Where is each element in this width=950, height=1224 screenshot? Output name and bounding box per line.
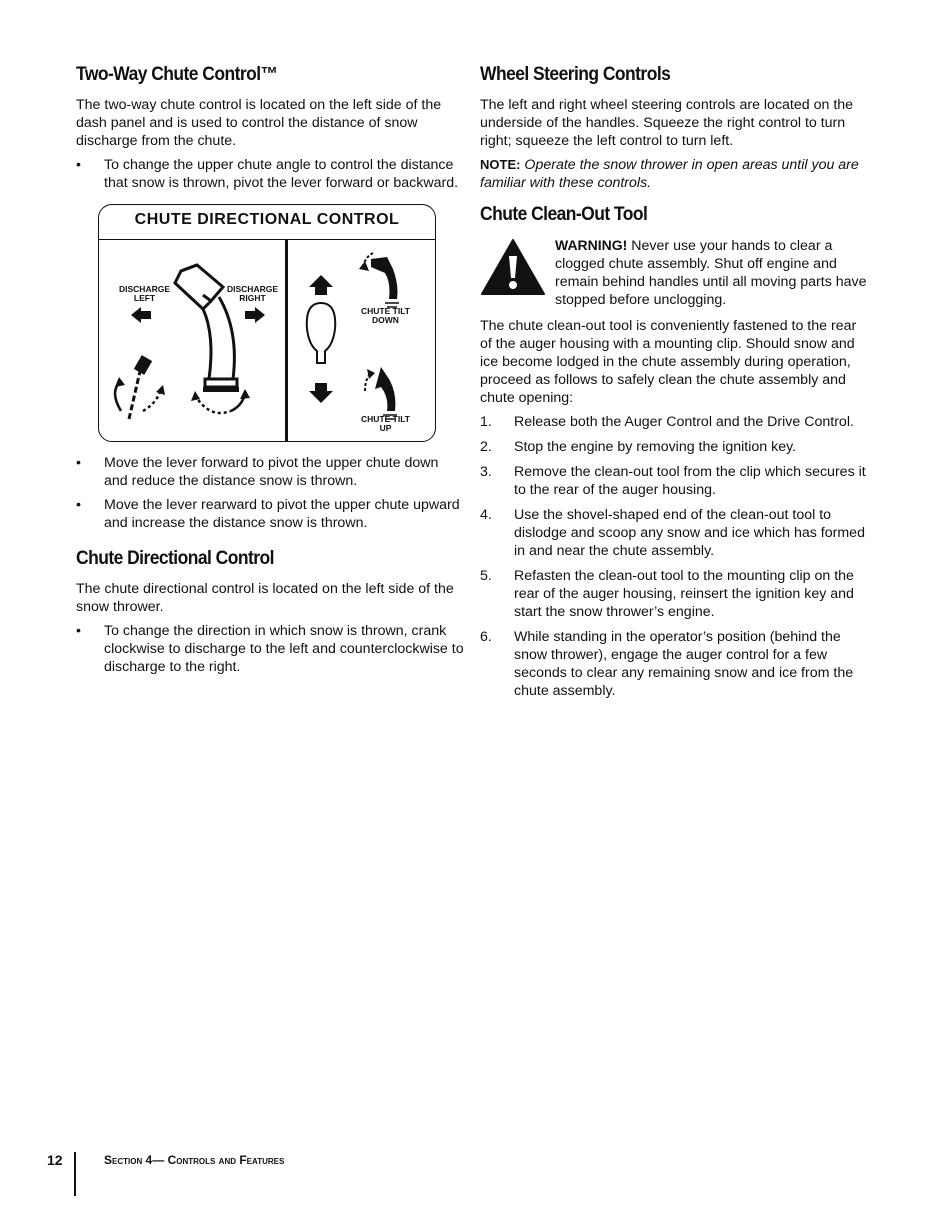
left-column <box>76 62 464 684</box>
bullet-text: To change the direction in which snow is thrown, crank clockwise to discharge to the left and counterclockwise to discharge to the right. <box>104 623 464 675</box>
chute-cleanout-heading: Chute Clean-Out Tool <box>480 204 648 225</box>
step-number: 6. <box>480 629 492 645</box>
diagram-title: CHUTE DIRECTIONAL CONTROL <box>134 211 400 228</box>
warning-text-block <box>555 236 870 309</box>
step-number: 3. <box>480 464 492 480</box>
bullet-marker: • <box>76 623 81 639</box>
list-item <box>76 622 464 676</box>
list-item <box>480 628 870 700</box>
chute-illustration-icon <box>99 239 437 443</box>
warning-text: Never use your hands to clear a clogged chute assembly. Shut off engine and remain behind handles until all moving parts have stopped before unclogging. <box>555 238 867 308</box>
warning-triangle-icon <box>480 238 546 296</box>
chute-tilt-up-label: CHUTE TILT UP <box>361 414 410 433</box>
right-column <box>480 62 870 707</box>
page-number: 12 <box>47 1152 63 1168</box>
note-text: Operate the snow thrower in open areas until you are familiar with these controls. <box>480 157 859 191</box>
note-label: NOTE: <box>480 157 521 172</box>
list-item <box>480 463 870 499</box>
two-way-chute-paragraph: The two-way chute control is located on the left side of the dash panel and is used to control the distance of snow discharge from the chute. <box>76 97 442 149</box>
wheel-steering-note <box>480 156 870 192</box>
chute-directional-heading: Chute Directional Control <box>76 548 274 569</box>
wheel-steering-paragraph: The left and right wheel steering controls are located on the underside of the handles. Squeeze the right control to turn right; squeeze the left control to turn left. <box>480 97 854 149</box>
list-item <box>480 506 870 560</box>
bullet-marker: • <box>76 497 81 513</box>
chute-tilt-down-label: CHUTE TILT DOWN <box>361 306 410 325</box>
warning-label: WARNING! <box>555 237 628 253</box>
cleanout-steps-list <box>480 413 870 700</box>
step-text: Remove the clean-out tool from the clip which secures it to the rear of the auger housing. <box>514 464 866 498</box>
bullet-marker: • <box>76 455 81 471</box>
list-item <box>480 567 870 621</box>
bullet-text: Move the lever rearward to pivot the upper chute upward and increase the distance snow is thrown. <box>104 497 460 531</box>
list-item <box>480 413 870 431</box>
step-text: While standing in the operator’s position (behind the snow thrower), engage the auger control for a few seconds to clear any remaining snow and ice from the chute assembly. <box>514 629 854 699</box>
chute-directional-paragraph: The chute directional control is located on the left side of the snow thrower. <box>76 581 454 615</box>
list-item <box>76 454 464 490</box>
step-number: 2. <box>480 439 492 455</box>
two-way-chute-bullets <box>76 156 464 192</box>
two-way-chute-heading: Two-Way Chute Control™ <box>76 64 278 85</box>
bullet-marker: • <box>76 157 81 173</box>
step-text: Refasten the clean-out tool to the mounting clip on the rear of the auger housing, reinsert the ignition key and start the snow thrower’s engine. <box>514 568 854 620</box>
two-way-chute-bullets-after <box>76 454 464 532</box>
chute-directional-bullets <box>76 622 464 676</box>
step-number: 4. <box>480 507 492 523</box>
wheel-steering-heading: Wheel Steering Controls <box>480 64 671 85</box>
step-number: 5. <box>480 568 492 584</box>
discharge-left-label: DISCHARGE LEFT <box>119 284 171 303</box>
step-text: Stop the engine by removing the ignition key. <box>514 439 797 455</box>
chute-cleanout-paragraph: The chute clean-out tool is conveniently fastened to the rear of the auger housing with a mounting clip. Should snow and ice become lodged in the chute assembly during operation, proceed as follows to safely clean the chute assembly and chute opening: <box>480 318 857 406</box>
footer-divider <box>74 1152 76 1196</box>
step-text: Release both the Auger Control and the Drive Control. <box>514 414 854 430</box>
list-item <box>76 156 464 192</box>
warning-block <box>480 236 870 309</box>
bullet-text: To change the upper chute angle to control the distance that snow is thrown, pivot the lever forward or backward. <box>104 157 459 191</box>
list-item <box>76 496 464 532</box>
chute-directional-control-diagram <box>98 204 436 442</box>
list-item <box>480 438 870 456</box>
discharge-right-label: DISCHARGE RIGHT <box>227 284 279 303</box>
step-text: Use the shovel-shaped end of the clean-out tool to dislodge and scoop any snow and ice which has formed in and near the chute assembly. <box>514 507 865 559</box>
bullet-text: Move the lever forward to pivot the upper chute down and reduce the distance snow is thrown. <box>104 455 439 489</box>
step-number: 1. <box>480 414 492 430</box>
section-title: Section 4— Controls and Features <box>104 1153 285 1167</box>
